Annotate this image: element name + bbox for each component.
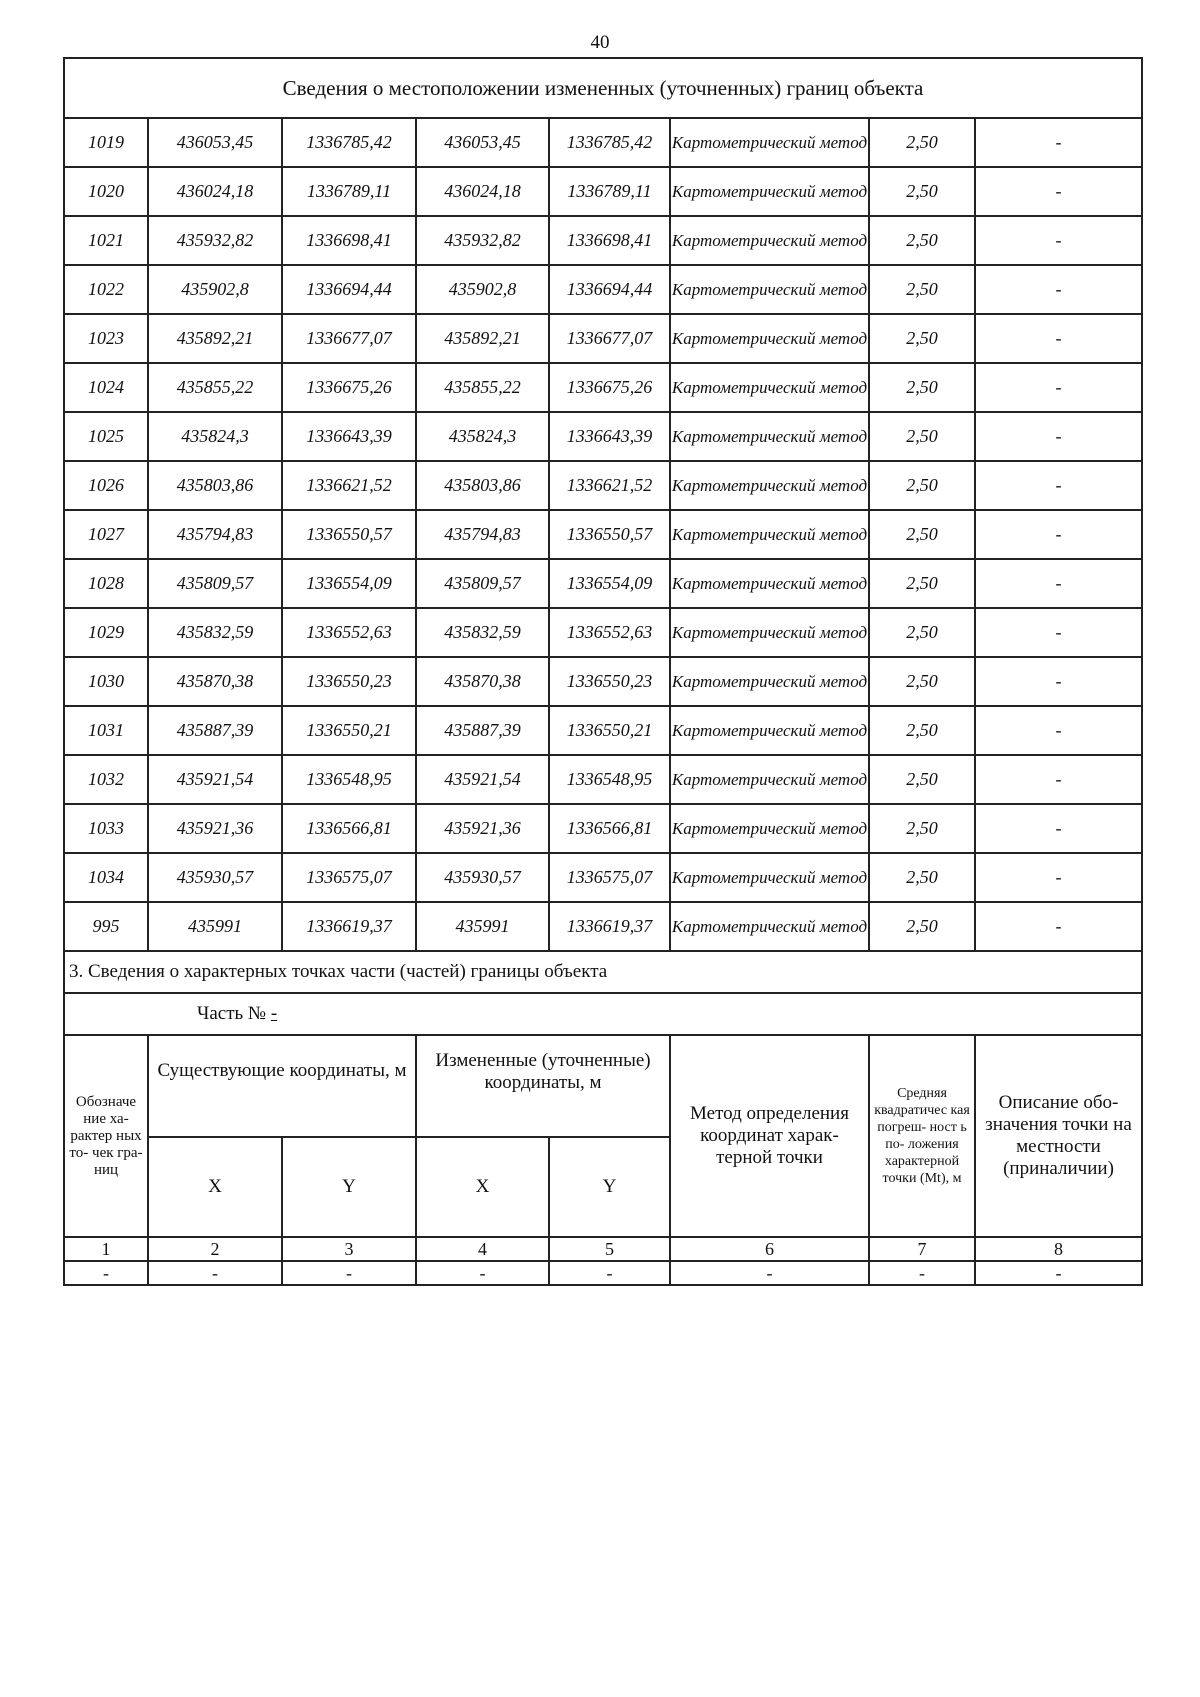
existing-y: 1336550,21	[282, 706, 416, 755]
description-cell: -	[975, 216, 1142, 265]
existing-x: 435902,8	[148, 265, 282, 314]
description-cell: -	[975, 853, 1142, 902]
table-row	[64, 608, 1142, 657]
mt-value: 2,50	[869, 559, 975, 608]
mt-value: 2,50	[869, 706, 975, 755]
existing-y: 1336785,42	[282, 118, 416, 167]
changed-x: 435794,83	[416, 510, 549, 559]
existing-y: 1336552,63	[282, 608, 416, 657]
column-number: 5	[549, 1237, 670, 1261]
changed-y: 1336698,41	[549, 216, 670, 265]
header-mt: Средняя квадратичес кая погреш- ност ь по- ложения характерной точки (Mt), м	[869, 1035, 975, 1237]
description-cell: -	[975, 167, 1142, 216]
existing-y: 1336554,09	[282, 559, 416, 608]
changed-y: 1336566,81	[549, 804, 670, 853]
changed-x: 435932,82	[416, 216, 549, 265]
mt-value: 2,50	[869, 314, 975, 363]
point-id: 1033	[64, 804, 148, 853]
changed-x: 436024,18	[416, 167, 549, 216]
point-id: 1031	[64, 706, 148, 755]
column-number: 2	[148, 1237, 282, 1261]
mt-value: 2,50	[869, 510, 975, 559]
changed-y: 1336619,37	[549, 902, 670, 951]
table-row	[64, 314, 1142, 363]
description-cell: -	[975, 314, 1142, 363]
column-number: 6	[670, 1237, 869, 1261]
description-cell: -	[975, 559, 1142, 608]
existing-x: 435991	[148, 902, 282, 951]
existing-x: 435932,82	[148, 216, 282, 265]
changed-x: 435870,38	[416, 657, 549, 706]
mt-value: 2,50	[869, 853, 975, 902]
description-cell: -	[975, 608, 1142, 657]
point-id: 1029	[64, 608, 148, 657]
existing-x: 436053,45	[148, 118, 282, 167]
description-cell: -	[975, 510, 1142, 559]
table-row	[64, 363, 1142, 412]
table-row	[64, 559, 1142, 608]
table-row	[64, 216, 1142, 265]
column-number: 8	[975, 1237, 1142, 1261]
changed-y: 1336548,95	[549, 755, 670, 804]
mt-value: 2,50	[869, 216, 975, 265]
empty-cell: -	[148, 1261, 282, 1285]
table-row	[64, 167, 1142, 216]
description-cell: -	[975, 265, 1142, 314]
changed-x: 435921,54	[416, 755, 549, 804]
point-id: 1022	[64, 265, 148, 314]
point-id: 995	[64, 902, 148, 951]
method-cell: Картометрический метод	[670, 559, 869, 608]
empty-cell: -	[869, 1261, 975, 1285]
changed-y: 1336694,44	[549, 265, 670, 314]
table-row	[64, 461, 1142, 510]
changed-x: 435991	[416, 902, 549, 951]
description-cell: -	[975, 902, 1142, 951]
description-cell: -	[975, 363, 1142, 412]
existing-y: 1336550,23	[282, 657, 416, 706]
changed-x: 435887,39	[416, 706, 549, 755]
existing-x: 435887,39	[148, 706, 282, 755]
existing-y: 1336789,11	[282, 167, 416, 216]
table-row	[64, 510, 1142, 559]
mt-value: 2,50	[869, 608, 975, 657]
mt-value: 2,50	[869, 461, 975, 510]
empty-cell: -	[64, 1261, 148, 1285]
part-label: Часть №	[197, 1003, 267, 1024]
existing-x: 435855,22	[148, 363, 282, 412]
changed-y: 1336550,21	[549, 706, 670, 755]
method-cell: Картометрический метод	[670, 853, 869, 902]
section-title: Сведения о местоположении измененных (уточненных) границ объекта	[64, 58, 1142, 118]
existing-y: 1336619,37	[282, 902, 416, 951]
table-row	[64, 804, 1142, 853]
method-cell: Картометрический метод	[670, 265, 869, 314]
header-changed-y: Y	[549, 1137, 670, 1237]
column-number: 1	[64, 1237, 148, 1261]
header-point-designation: Обозначе ние ха- рактер ных то- чек гра- ниц	[64, 1035, 148, 1237]
existing-y: 1336550,57	[282, 510, 416, 559]
changed-x: 435855,22	[416, 363, 549, 412]
changed-x: 435803,86	[416, 461, 549, 510]
column-number: 4	[416, 1237, 549, 1261]
point-id: 1030	[64, 657, 148, 706]
description-cell: -	[975, 804, 1142, 853]
empty-cell: -	[549, 1261, 670, 1285]
description-cell: -	[975, 657, 1142, 706]
changed-x: 435892,21	[416, 314, 549, 363]
header-description: Описание обо- значения точки на местности (приналичии)	[975, 1035, 1142, 1237]
header-changed-x: X	[416, 1137, 549, 1237]
mt-value: 2,50	[869, 755, 975, 804]
description-cell: -	[975, 755, 1142, 804]
table-row	[64, 706, 1142, 755]
empty-cell: -	[975, 1261, 1142, 1285]
description-cell: -	[975, 706, 1142, 755]
changed-y: 1336552,63	[549, 608, 670, 657]
changed-y: 1336575,07	[549, 853, 670, 902]
empty-cell: -	[670, 1261, 869, 1285]
section3-title: 3. Сведения о характерных точках части (частей) границы объекта	[64, 951, 1142, 993]
table-row	[64, 755, 1142, 804]
header-existing-y: Y	[282, 1137, 416, 1237]
existing-x: 435803,86	[148, 461, 282, 510]
existing-y: 1336694,44	[282, 265, 416, 314]
existing-x: 435892,21	[148, 314, 282, 363]
point-id: 1019	[64, 118, 148, 167]
mt-value: 2,50	[869, 657, 975, 706]
method-cell: Картометрический метод	[670, 608, 869, 657]
changed-x: 436053,45	[416, 118, 549, 167]
mt-value: 2,50	[869, 363, 975, 412]
existing-x: 435921,54	[148, 755, 282, 804]
method-cell: Картометрический метод	[670, 755, 869, 804]
part-line	[64, 993, 1142, 1035]
point-id: 1023	[64, 314, 148, 363]
header-existing-coords: Существующие координаты, м	[148, 1035, 416, 1137]
point-id: 1028	[64, 559, 148, 608]
point-id: 1021	[64, 216, 148, 265]
mt-value: 2,50	[869, 902, 975, 951]
part-value: -	[270, 1003, 278, 1024]
changed-y: 1336550,57	[549, 510, 670, 559]
point-id: 1027	[64, 510, 148, 559]
changed-y: 1336789,11	[549, 167, 670, 216]
changed-y: 1336550,23	[549, 657, 670, 706]
existing-x: 435921,36	[148, 804, 282, 853]
method-cell: Картометрический метод	[670, 118, 869, 167]
changed-x: 435902,8	[416, 265, 549, 314]
changed-y: 1336621,52	[549, 461, 670, 510]
method-cell: Картометрический метод	[670, 216, 869, 265]
mt-value: 2,50	[869, 167, 975, 216]
changed-x: 435824,3	[416, 412, 549, 461]
table-row	[64, 902, 1142, 951]
method-cell: Картометрический метод	[670, 314, 869, 363]
changed-y: 1336643,39	[549, 412, 670, 461]
table-row	[64, 657, 1142, 706]
changed-y: 1336677,07	[549, 314, 670, 363]
header-changed-coords: Измененные (уточненные) координаты, м	[416, 1035, 670, 1137]
method-cell: Картометрический метод	[670, 657, 869, 706]
header-method: Метод определения координат харак- терной точки	[670, 1035, 869, 1237]
description-cell: -	[975, 412, 1142, 461]
table-row	[64, 853, 1142, 902]
header-existing-x: X	[148, 1137, 282, 1237]
existing-x: 435824,3	[148, 412, 282, 461]
mt-value: 2,50	[869, 412, 975, 461]
point-id: 1026	[64, 461, 148, 510]
method-cell: Картометрический метод	[670, 167, 869, 216]
method-cell: Картометрический метод	[670, 804, 869, 853]
existing-y: 1336566,81	[282, 804, 416, 853]
method-cell: Картометрический метод	[670, 902, 869, 951]
empty-cell: -	[282, 1261, 416, 1285]
description-cell: -	[975, 461, 1142, 510]
point-id: 1034	[64, 853, 148, 902]
changed-y: 1336554,09	[549, 559, 670, 608]
existing-x: 435832,59	[148, 608, 282, 657]
table-row	[64, 412, 1142, 461]
mt-value: 2,50	[869, 118, 975, 167]
changed-y: 1336675,26	[549, 363, 670, 412]
existing-y: 1336548,95	[282, 755, 416, 804]
changed-x: 435832,59	[416, 608, 549, 657]
column-number: 3	[282, 1237, 416, 1261]
existing-x: 435870,38	[148, 657, 282, 706]
table-row	[64, 118, 1142, 167]
changed-y: 1336785,42	[549, 118, 670, 167]
point-id: 1024	[64, 363, 148, 412]
method-cell: Картометрический метод	[670, 412, 869, 461]
existing-y: 1336677,07	[282, 314, 416, 363]
existing-y: 1336698,41	[282, 216, 416, 265]
description-cell: -	[975, 118, 1142, 167]
point-id: 1032	[64, 755, 148, 804]
changed-x: 435809,57	[416, 559, 549, 608]
point-id: 1025	[64, 412, 148, 461]
existing-y: 1336643,39	[282, 412, 416, 461]
existing-y: 1336675,26	[282, 363, 416, 412]
existing-y: 1336621,52	[282, 461, 416, 510]
table-row	[64, 265, 1142, 314]
empty-cell: -	[416, 1261, 549, 1285]
existing-y: 1336575,07	[282, 853, 416, 902]
method-cell: Картометрический метод	[670, 363, 869, 412]
changed-x: 435930,57	[416, 853, 549, 902]
page-number: 40	[590, 32, 610, 53]
existing-x: 435809,57	[148, 559, 282, 608]
point-id: 1020	[64, 167, 148, 216]
coordinates-table	[63, 57, 1143, 1286]
existing-x: 435794,83	[148, 510, 282, 559]
mt-value: 2,50	[869, 265, 975, 314]
existing-x: 435930,57	[148, 853, 282, 902]
method-cell: Картометрический метод	[670, 461, 869, 510]
method-cell: Картометрический метод	[670, 706, 869, 755]
mt-value: 2,50	[869, 804, 975, 853]
method-cell: Картометрический метод	[670, 510, 869, 559]
changed-x: 435921,36	[416, 804, 549, 853]
existing-x: 436024,18	[148, 167, 282, 216]
column-number: 7	[869, 1237, 975, 1261]
